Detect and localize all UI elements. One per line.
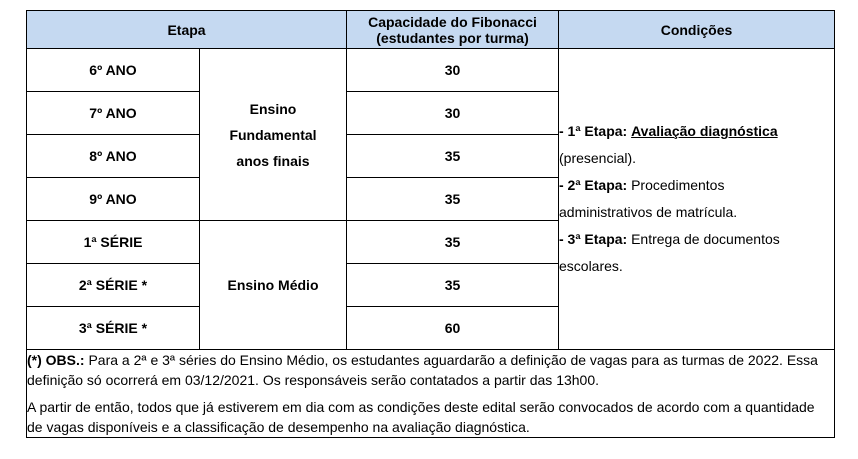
row-capacidade: 30	[347, 92, 559, 135]
header-capacidade	[347, 11, 559, 49]
step3-text2: escolares.	[559, 258, 623, 274]
row-ano: 6º ANO	[27, 49, 200, 92]
step3-text1: Entrega de documentos	[631, 231, 780, 247]
row-capacidade: 30	[347, 49, 559, 92]
obs-paragraph	[27, 350, 834, 390]
row-ano: 1ª SÉRIE	[27, 221, 200, 264]
step2-label: - 2ª Etapa:	[559, 177, 628, 193]
obs-text: Para a 2ª e 3ª séries do Ensino Médio, os estudantes aguardarão a definição de vagas para as turmas de 2022. Essa definição só ocorrerá em 03/12/2021. Os responsáveis serão contatados a partir das 13h00.	[27, 352, 818, 388]
row-capacidade: 35	[347, 264, 559, 307]
table-row	[27, 49, 835, 92]
level-medio: Ensino Médio	[200, 221, 347, 350]
row-capacidade: 35	[347, 221, 559, 264]
level-fundamental-line1: Ensino	[249, 100, 297, 117]
level-fundamental-line2: Fundamental	[229, 126, 317, 143]
row-ano: 2ª SÉRIE *	[27, 264, 200, 307]
notes-row	[27, 350, 835, 438]
header-etapa: Etapa	[27, 11, 347, 49]
condition-step3	[559, 226, 834, 253]
step1-rest: (presencial).	[559, 150, 637, 166]
row-capacidade: 35	[347, 178, 559, 221]
step1-label: - 1ª Etapa:	[559, 123, 628, 139]
header-capacidade-line2: (estudantes por turma)	[376, 29, 529, 46]
row-ano: 7º ANO	[27, 92, 200, 135]
notes-cell	[27, 350, 835, 438]
condition-step1	[559, 118, 834, 145]
notes-paragraph-2: A partir de então, todos que já estiverem em dia com as condições deste edital serão convocados de acordo com a quantidade de vagas disponíveis e a classificação de desempenho na avaliação diagnóstica.	[27, 399, 815, 435]
header-condicoes: Condições	[559, 11, 835, 49]
level-fundamental	[200, 49, 347, 221]
condition-step2	[559, 172, 834, 199]
header-row	[27, 11, 835, 49]
level-fundamental-line3: anos finais	[236, 152, 310, 169]
row-capacidade: 35	[347, 135, 559, 178]
row-ano: 8º ANO	[27, 135, 200, 178]
step3-label: - 3ª Etapa:	[559, 231, 628, 247]
header-capacidade-line1: Capacidade do Fibonacci	[368, 13, 537, 30]
row-ano: 9º ANO	[27, 178, 200, 221]
step2-text2: administrativos de matrícula.	[559, 204, 738, 220]
row-capacidade: 60	[347, 307, 559, 350]
step1-title: Avaliação diagnóstica	[631, 123, 778, 139]
row-ano: 3ª SÉRIE *	[27, 307, 200, 350]
obs-label: (*) OBS.:	[27, 352, 85, 368]
conditions-cell	[559, 49, 835, 350]
step2-text1: Procedimentos	[631, 177, 725, 193]
enrollment-table	[26, 10, 835, 438]
